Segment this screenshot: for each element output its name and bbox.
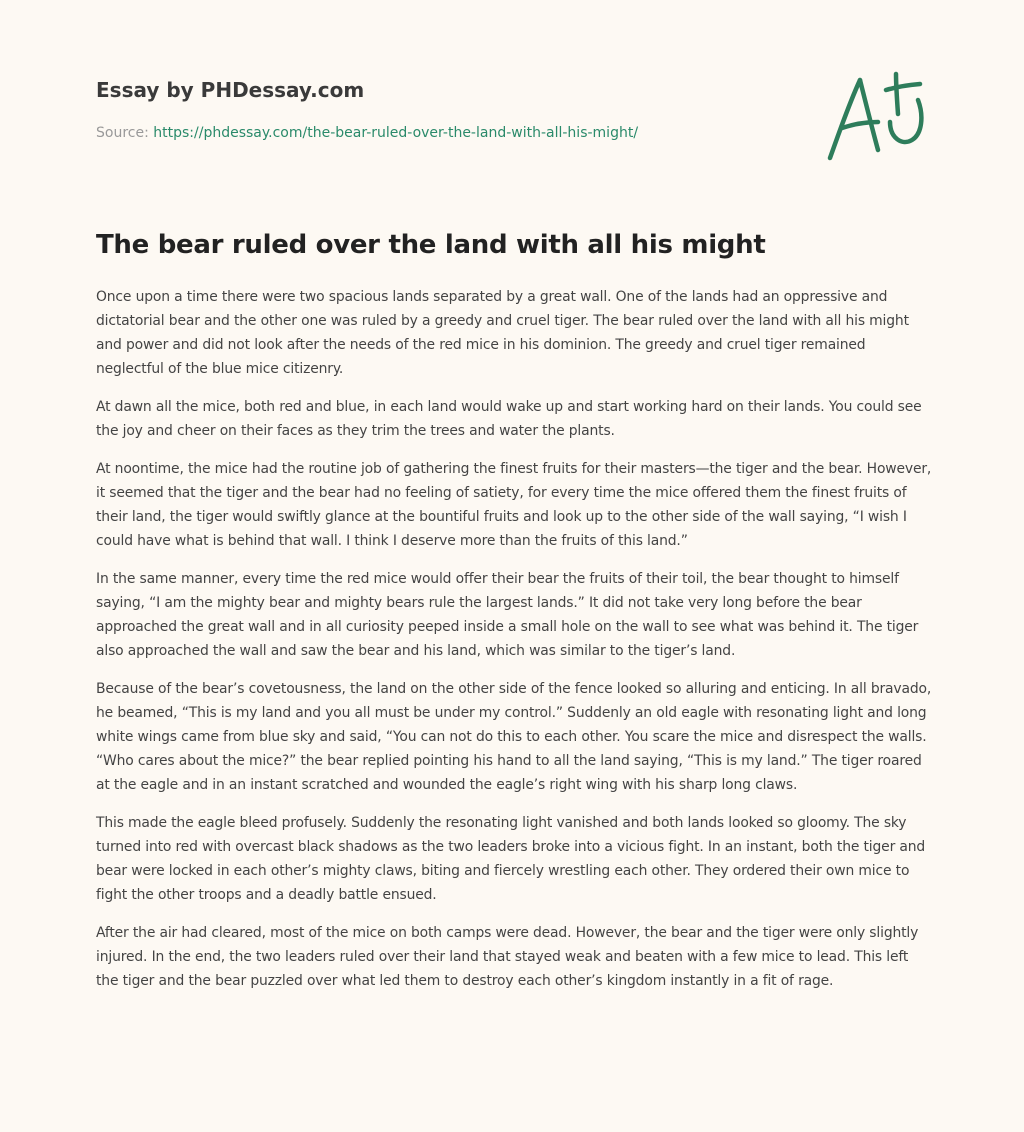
essay-paragraph: This made the eagle bleed profusely. Suddenly the resonating light vanished and both lands looked so gloomy. The sky turned into red with overcast black shadows as the two leaders broke into a vicious fight. In an instant, both the tiger and bear were locked in each other’s mighty claws, biting and fiercely wrestling each other. They ordered their own mice to fight the other troops and a deadly battle ensued. [96, 815, 926, 903]
source-link[interactable]: https://phdessay.com/the-bear-ruled-over-the-land-with-all-his-might/ [153, 125, 639, 141]
a-plus-logo-icon [820, 66, 932, 166]
source-line [96, 123, 796, 143]
essay-paragraph: In the same manner, every time the red mice would offer their bear the fruits of their toil, the bear thought to himself saying, “I am the mighty bear and mighty bears rule the largest lands.” It did not take very long before the bear approached the great wall and in all curiosity peeped inside a small hole on the wall to see what was behind it. The tiger also approached the wall and saw the bear and his land, which was similar to the tiger’s land. [96, 571, 919, 659]
site-brand: Essay by PHDessay.com [96, 78, 365, 102]
essay-paragraph: At dawn all the mice, both red and blue, in each land would wake up and start working hard on their lands. You could see the joy and cheer on their faces as they trim the trees and water the plants. [96, 399, 922, 439]
essay-paragraph: After the air had cleared, most of the mice on both camps were dead. However, the bear and the tiger were only slightly injured. In the end, the two leaders ruled over their land that stayed weak and beaten with a few mice to lead. This left the tiger and the bear puzzled over what led them to destroy each other’s kingdom instantly in a fit of rage. [96, 925, 919, 989]
essay-paragraph: At noontime, the mice had the routine job of gathering the finest fruits for their masters—the tiger and the bear. However, it seemed that the tiger and the bear had no feeling of satiety, for every time the mice offered them the finest fruits of their land, the tiger would swiftly glance at the bountiful fruits and look up to the other side of the wall saying, “I wish I could have what is behind that wall. I think I deserve more than the fruits of this land.” [96, 461, 932, 549]
page-header [96, 76, 796, 143]
source-label: Source: [96, 125, 154, 141]
essay-title: The bear ruled over the land with all his might [96, 230, 766, 260]
essay-paragraph: Because of the bear’s covetousness, the land on the other side of the fence looked so alluring and enticing. In all bravado, he beamed, “This is my land and you all must be under my control.” Suddenly an old eagle with resonating light and long white wings came from blue sky and said, “You can not do this to each other. You scare the mice and disrespect the walls. “Who cares about the mice?” the bear replied pointing his hand to all the land saying, “This is my land.” The tiger roared at the eagle and in an instant scratched and wounded the eagle’s right wing with his sharp long claws. [96, 681, 932, 793]
essay-paragraph: Once upon a time there were two spacious lands separated by a great wall. One of the lands had an oppressive and dictatorial bear and the other one was ruled by a greedy and cruel tiger. The bear ruled over the land with all his might and power and did not look after the needs of the red mice in his dominion. The greedy and cruel tiger remained neglectful of the blue mice citizenry. [96, 289, 909, 377]
essay-body [96, 285, 932, 1007]
